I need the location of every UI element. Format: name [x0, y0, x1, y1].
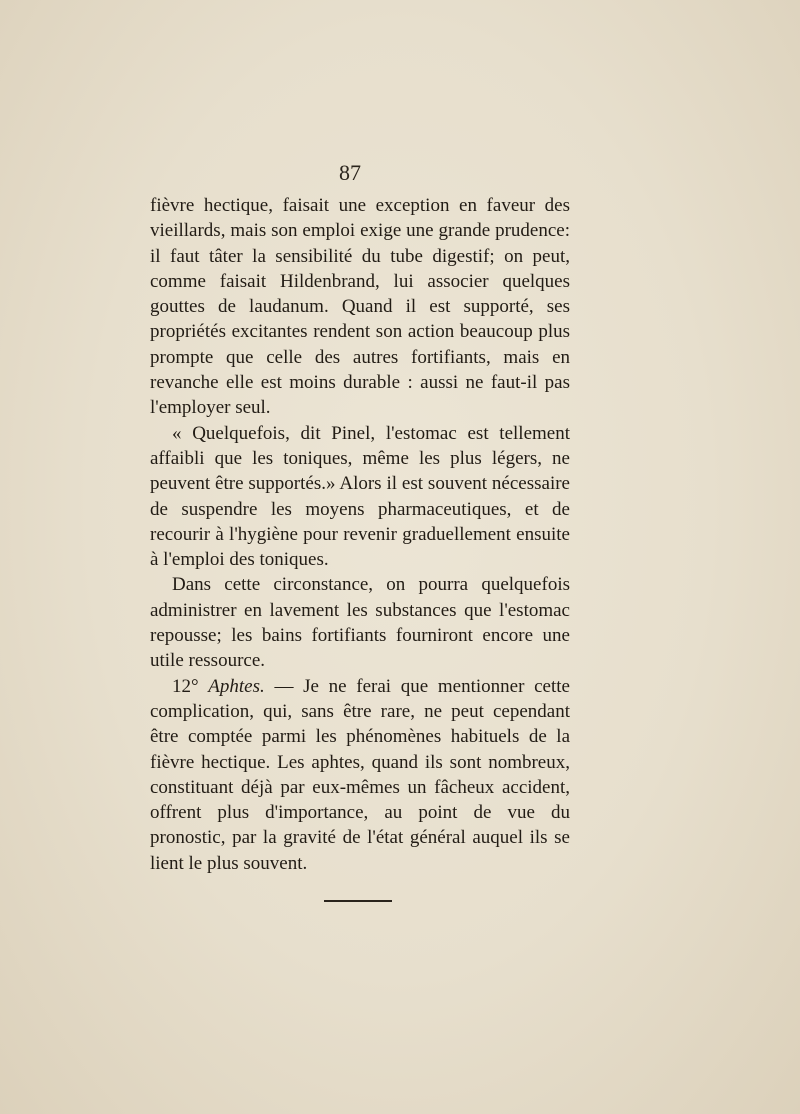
section-title: Aphtes.	[208, 675, 265, 697]
page-number	[0, 160, 700, 186]
paragraph-3: Dans cette circonstance, on pourra quelquefois administrer en lavement les substances que l'estomac repousse; les bains fortifiants fourniront encore une utile ressource.	[150, 574, 570, 672]
paragraph-2: « Quelquefois, dit Pinel, l'estomac est tellement affaibli que les toniques, même les plus légers, ne peuvent être supportés.» Alors il est souvent nécessaire de suspendre les moyens pharmaceutiques, et de recourir à l'hygiène pour revenir graduellement ensuite à l'emploi des toniques.	[150, 422, 570, 571]
page-number-text: 87	[339, 160, 361, 185]
section-number: 12°	[172, 675, 209, 697]
end-rule	[324, 900, 392, 902]
body-text	[150, 193, 570, 876]
paragraph-4	[150, 674, 570, 876]
paragraph-4-text: — Je ne ferai que mentionner cette complication, qui, sans être rare, ne peut cependant être comptée parmi les phénomènes habituels de la fièvre hectique. Les aphtes, quand ils sont nombreux, constituant déjà par eux-mêmes un fâcheux accident, offrent plus d'importance, au point de vue du pronostic, par la gravité de l'état général auquel ils se lient le plus souvent.	[150, 675, 570, 874]
paragraph-1: fièvre hectique, faisait une exception en faveur des vieillards, mais son emploi exige une grande prudence: il faut tâter la sensibilité du tube digestif; on peut, comme faisait Hildenbrand, lui associer quelques gouttes de laudanum. Quand il est supporté, ses propriétés excitantes rendent son action beaucoup plus prompte que celle des autres fortifiants, mais en revanche elle est moins durable : aussi ne faut-il pas l'employer seul.	[150, 195, 570, 419]
